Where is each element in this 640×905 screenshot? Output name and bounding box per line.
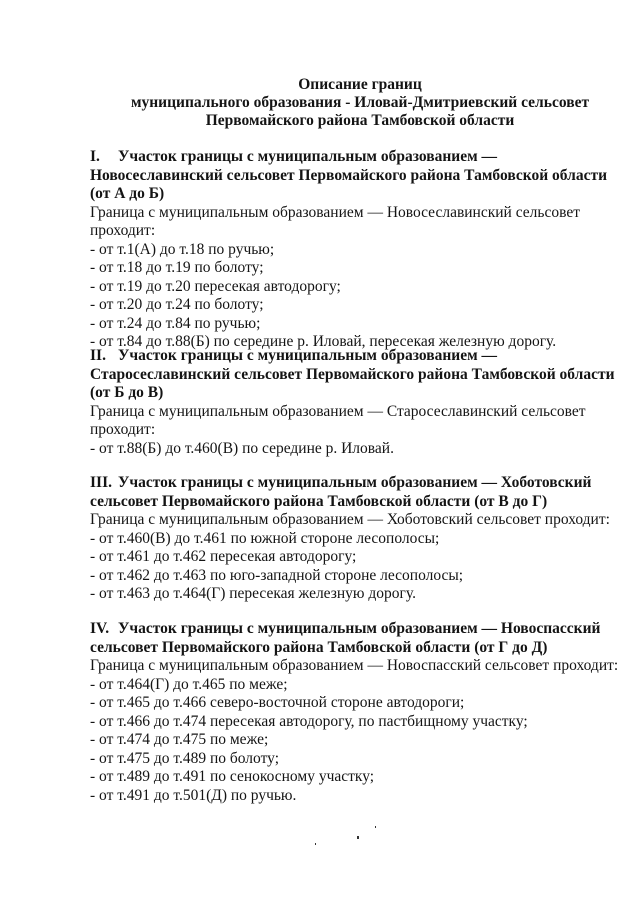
section-intro-line: Граница с муниципальным образованием — Новосеславинский сельсовет	[90, 203, 580, 221]
boundary-item: - от т.84 до т.88(Б) по середине р. Иловай, пересекая железную дорогу.	[90, 333, 557, 350]
scan-speck	[315, 843, 316, 845]
title-line-3: Первомайского района Тамбовской области	[205, 112, 515, 129]
section-heading-text: Участок границы с муниципальным образованием —	[118, 148, 498, 165]
section-3	[90, 474, 630, 604]
section-heading-line	[90, 474, 630, 493]
section-intro-line: Граница с муниципальным образованием — Хоботовский сельсовет проходит:	[90, 511, 610, 528]
title-line-2: муниципального образования - Иловай-Дмитриевский сельсовет	[130, 94, 590, 111]
section-intro-line: Граница с муниципальным образованием — Старосеславинский сельсовет	[90, 402, 586, 420]
section-heading-line	[90, 148, 630, 167]
boundary-item: - от т.461 до т.462 пересекая автодорогу;	[90, 548, 357, 565]
section-4	[90, 620, 630, 805]
section-2	[90, 347, 630, 458]
boundary-item: - от т.489 до т.491 по сенокосному участку;	[90, 768, 375, 785]
section-heading-line: (от А до Б)	[90, 185, 165, 202]
section-heading-line: (от Б до В)	[90, 384, 164, 401]
boundary-item: - от т.463 до т.464(Г) пересекая железную дорогу.	[90, 585, 416, 602]
section-numeral: III.	[90, 474, 112, 491]
section-numeral: IV.	[90, 620, 110, 637]
section-heading-line: сельсовет Первомайского района Тамбовской области (от В до Г)	[90, 492, 548, 510]
boundary-item: - от т.18 до т.19 по болоту;	[90, 259, 264, 276]
boundary-item: - от т.462 до т.463 по юго-западной стороне лесополосы;	[90, 566, 464, 584]
section-1	[90, 148, 630, 352]
section-numeral: II.	[90, 347, 106, 364]
boundary-item: - от т.475 до т.489 по болоту;	[90, 749, 280, 767]
section-heading-text: Участок границы с муниципальным образованием — Хоботовский	[118, 474, 592, 491]
section-heading-line: Новосеславинский сельсовет Первомайского района Тамбовской области	[90, 166, 608, 184]
section-heading-line	[90, 620, 630, 639]
boundary-item: - от т.20 до т.24 по болоту;	[90, 296, 264, 313]
section-heading-line: Старосеславинский сельсовет Первомайского района Тамбовской области	[90, 365, 615, 383]
boundary-item: - от т.464(Г) до т.465 по меже;	[90, 675, 288, 693]
boundary-item: - от т.465 до т.466 северо-восточной стороне автодороги;	[90, 694, 465, 711]
scan-speck	[357, 836, 359, 839]
boundary-item: - от т.24 до т.84 по ручью;	[90, 314, 261, 332]
section-heading-line: сельсовет Первомайского района Тамбовской области (от Г до Д)	[90, 638, 548, 656]
boundary-item: - от т.474 до т.475 по меже;	[90, 731, 269, 748]
title-line-1: Описание границ	[298, 76, 422, 93]
section-intro-line: Граница с муниципальным образованием — Новоспасский сельсовет проходит:	[90, 657, 619, 674]
boundary-item: - от т.466 до т.474 пересекая автодорогу, по пастбищному участку;	[90, 712, 528, 730]
section-heading-line	[90, 347, 630, 366]
section-numeral: I.	[90, 148, 100, 165]
section-intro-line: проходит:	[90, 222, 156, 239]
boundary-item: - от т.460(В) до т.461 по южной стороне лесополосы;	[90, 529, 440, 547]
boundary-item: - от т.491 до т.501(Д) по ручью.	[90, 786, 297, 804]
boundary-item: - от т.1(А) до т.18 по ручью;	[90, 240, 275, 258]
section-heading-text: Участок границы с муниципальным образованием — Новоспасский	[118, 620, 601, 637]
scan-speck	[375, 826, 376, 828]
section-heading-text: Участок границы с муниципальным образованием —	[118, 347, 498, 364]
boundary-item: - от т.88(Б) до т.460(В) по середине р. Иловай.	[90, 439, 394, 457]
document-title	[60, 76, 640, 130]
section-intro-line: проходит:	[90, 421, 156, 438]
boundary-item: - от т.19 до т.20 пересекая автодорогу;	[90, 277, 341, 295]
